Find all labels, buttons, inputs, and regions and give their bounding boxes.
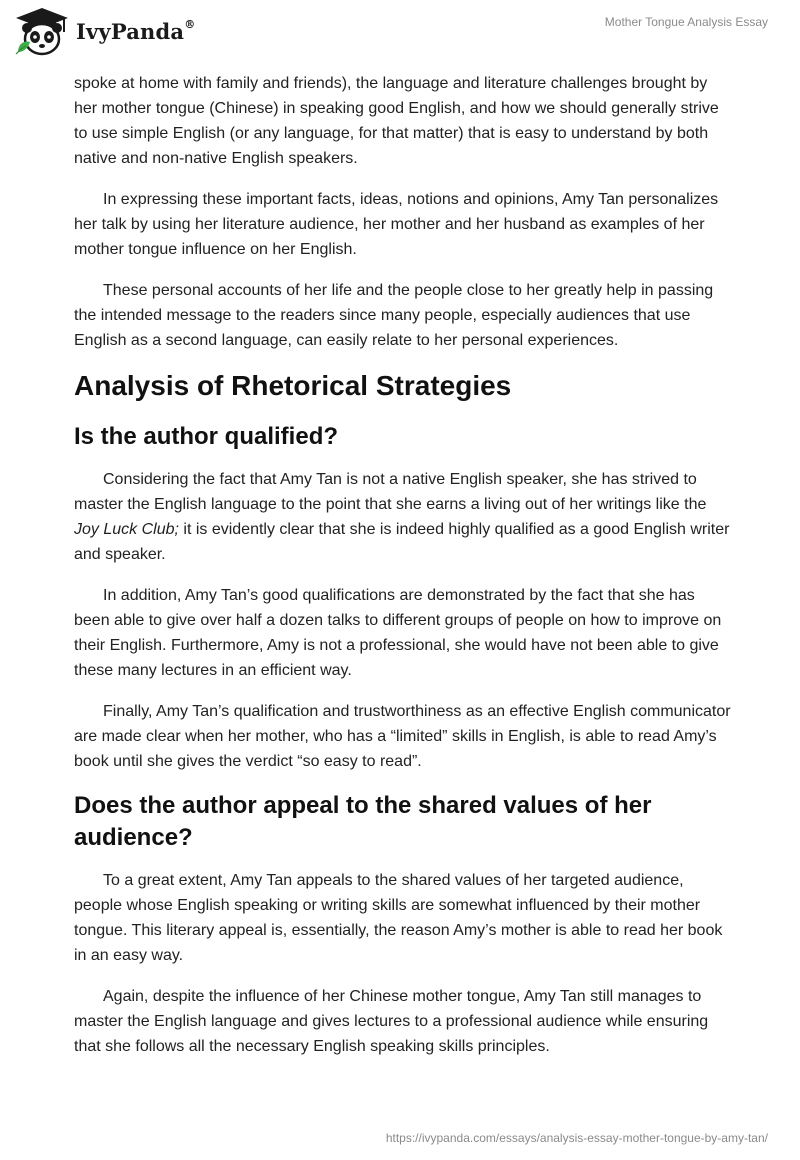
paragraph: Considering the fact that Amy Tan is not a native English speaker, she has strived to master the English language to the point that she earns a living out of her writings like the Joy Luck Club; it is evidently clear that she is indeed highly qualified as a good English writer and speaker. <box>74 471 730 563</box>
running-title: Mother Tongue Analysis Essay <box>604 15 768 29</box>
paragraph: In expressing these important facts, ideas, notions and opinions, Amy Tan personalizes her talk by using her literature audience, her mother and her husband as examples of her mother tongue influence on her English. <box>74 191 719 258</box>
paragraph: Again, despite the influence of her Chinese mother tongue, Amy Tan still manages to master the English language and gives lectures to a professional audience while ensuring that she follows all the necessary English speaking skills principles. <box>74 988 709 1055</box>
paragraph: spoke at home with family and friends), the language and literature challenges brought by her mother tongue (Chinese) in speaking good English, and how we should generally strive to use simple English (or any language, for that matter) that is easy to understand by both native and non-native English speakers. <box>74 75 719 167</box>
essay-content <box>74 71 734 1075</box>
panda-graduation-cap-icon <box>14 6 70 56</box>
paragraph: Finally, Amy Tan’s qualification and trustworthiness as an effective English communicator are made clear when her mother, who has a “limited” skills in English, is able to read Amy’s book until she gives the verdict “so easy to read”. <box>74 703 731 770</box>
book-title: Joy Luck Club; <box>74 521 179 538</box>
subsection-heading: Is the author qualified? <box>74 423 339 450</box>
paragraph: These personal accounts of her life and the people close to her greatly help in passing the intended message to the readers since many people, especially audiences that use English as a second language, can easily relate to her personal experiences. <box>74 282 714 349</box>
logo-wordmark: IvyPanda® <box>76 17 196 44</box>
section-heading: Analysis of Rhetorical Strategies <box>74 370 512 401</box>
page-header <box>0 0 800 70</box>
source-url-link[interactable]: https://ivypanda.com/essays/analysis-essay-mother-tongue-by-amy-tan/ <box>385 1131 768 1145</box>
paragraph: To a great extent, Amy Tan appeals to the shared values of her targeted audience, people whose English speaking or writing skills are somewhat influenced by their mother tongue. This literary appeal is, essentially, the reason Amy’s mother is able to read her book in an easy way. <box>74 872 723 964</box>
subsection-heading: Does the author appeal to the shared values of her audience? <box>74 792 652 851</box>
ivypanda-logo[interactable] <box>14 6 195 56</box>
paragraph: In addition, Amy Tan’s good qualifications are demonstrated by the fact that she has been able to give over half a dozen talks to different groups of people on how to improve on their English. Furthermore, Amy is not a professional, she would have not been able to give these many lectures in an efficient way. <box>74 587 722 679</box>
